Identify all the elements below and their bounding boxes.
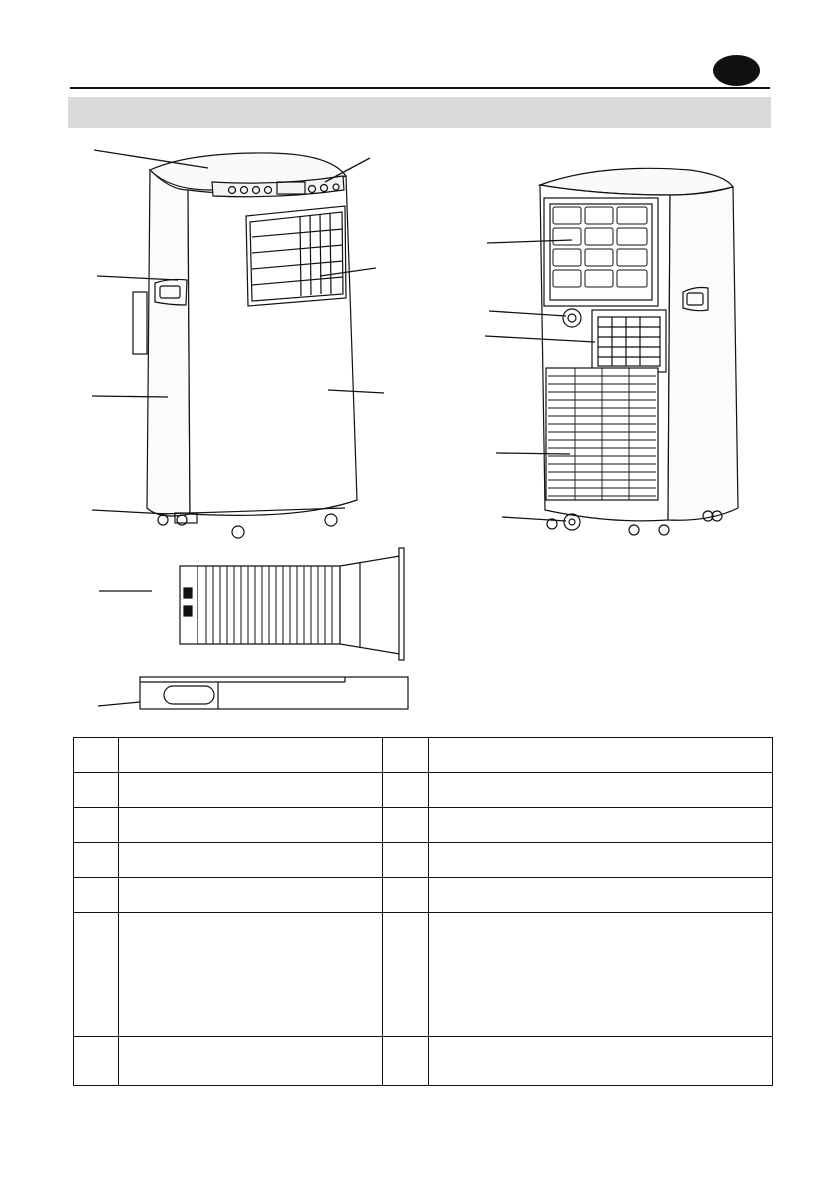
part-number-cell (74, 738, 119, 773)
part-desc-cell (119, 913, 383, 1037)
table-row (74, 773, 773, 808)
part-number-cell (383, 1037, 429, 1086)
table-row (74, 738, 773, 773)
part-number-cell (383, 843, 429, 878)
part-desc-cell (429, 843, 773, 878)
part-number-cell (383, 738, 429, 773)
part-desc-cell (429, 808, 773, 843)
part-desc-cell (429, 878, 773, 913)
part-number-cell (74, 878, 119, 913)
part-number-cell (74, 913, 119, 1037)
part-desc-cell (119, 843, 383, 878)
table-row (74, 878, 773, 913)
part-number-cell (74, 1037, 119, 1086)
part-desc-cell (429, 738, 773, 773)
part-number-cell (74, 808, 119, 843)
table-row (74, 913, 773, 1037)
rear-unit-drawing (540, 168, 738, 535)
part-desc-cell (119, 738, 383, 773)
table-row (74, 1037, 773, 1086)
exhaust-hose-drawing (180, 548, 404, 660)
table-row (74, 843, 773, 878)
front-unit-drawing (133, 153, 357, 538)
part-desc-cell (429, 773, 773, 808)
part-number-cell (74, 843, 119, 878)
parts-table (73, 737, 773, 1086)
part-number-cell (383, 808, 429, 843)
part-desc-cell (119, 1037, 383, 1086)
part-number-cell (383, 878, 429, 913)
part-number-cell (383, 913, 429, 1037)
part-desc-cell (429, 1037, 773, 1086)
part-number-cell (383, 773, 429, 808)
part-number-cell (74, 773, 119, 808)
part-desc-cell (429, 913, 773, 1037)
part-desc-cell (119, 808, 383, 843)
part-desc-cell (119, 878, 383, 913)
table-row (74, 808, 773, 843)
window-slider-drawing (140, 677, 408, 709)
part-desc-cell (119, 773, 383, 808)
